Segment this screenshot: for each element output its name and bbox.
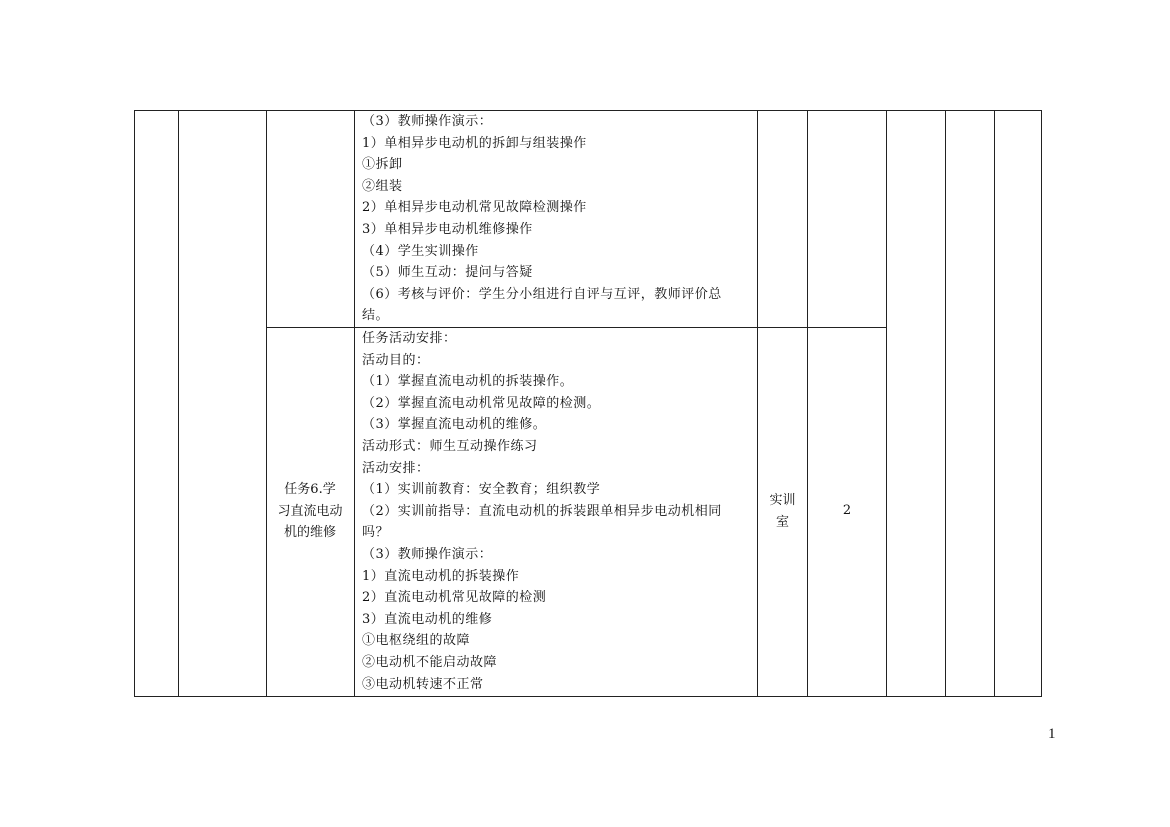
location-line: 室	[775, 514, 789, 530]
column-divider	[354, 110, 355, 697]
column-divider	[757, 110, 758, 697]
content-line: （3）教师操作演示：	[362, 114, 493, 129]
location-line: 实训	[769, 493, 796, 508]
table-right-border	[1041, 110, 1042, 697]
column-divider	[945, 110, 946, 697]
activity-content-cell-2	[362, 328, 757, 695]
task-name-line: 习直流电动	[277, 503, 343, 519]
content-line: （2）掌握直流电动机常见故障的检测。	[362, 395, 601, 411]
content-line: 2）直流电动机常见故障的检测	[362, 590, 547, 606]
content-line: 3）直流电动机的维修	[362, 611, 493, 627]
content-line: 2）单相异步电动机常见故障检测操作	[362, 200, 587, 216]
column-divider	[178, 110, 179, 697]
content-line: 1）单相异步电动机的拆卸与组装操作	[362, 135, 587, 151]
content-line: （4）学生实训操作	[362, 243, 479, 259]
content-line: ①拆卸	[362, 157, 403, 173]
table-left-border	[134, 110, 135, 697]
task-name-cell	[266, 479, 354, 544]
content-line: 活动形式：师生互动操作练习	[362, 438, 538, 454]
column-divider	[266, 110, 267, 697]
content-line: （3）掌握直流电动机的维修。	[362, 417, 547, 433]
content-line: （3）教师操作演示：	[362, 546, 493, 562]
column-divider	[807, 110, 808, 697]
task-name-line: 机的维修	[283, 525, 336, 540]
content-line: 1）直流电动机的拆装操作	[362, 568, 520, 584]
content-line: （1）实训前教育：安全教育；组织教学	[362, 482, 601, 498]
column-divider	[886, 110, 887, 697]
content-line: 吗？	[362, 525, 390, 541]
content-line: 任务活动安排：	[362, 331, 457, 346]
column-divider	[994, 110, 995, 697]
content-line: 活动目的：	[362, 352, 430, 368]
content-line: （5）师生互动：提问与答疑	[362, 265, 533, 281]
content-line: ①电枢绕组的故障	[362, 633, 471, 649]
content-line: （1）掌握直流电动机的拆装操作。	[362, 374, 574, 390]
content-line: ③电动机转速不正常	[362, 676, 484, 692]
content-line: 结。	[362, 308, 390, 324]
hours-cell: 2	[842, 503, 852, 518]
content-line: ②组装	[362, 178, 403, 194]
content-line: （6）考核与评价：学生分小组进行自评与互评，教师评价总	[362, 286, 722, 302]
table-bottom-border	[134, 696, 1042, 697]
page-number: 1	[1048, 726, 1056, 742]
task-name-line: 任务6.学	[284, 482, 336, 497]
content-line: 活动安排：	[362, 460, 430, 476]
activity-content-cell-1	[362, 111, 757, 327]
content-line: ②电动机不能启动故障	[362, 654, 498, 670]
content-line: 3）单相异步电动机维修操作	[362, 221, 533, 237]
content-line: （2）实训前指导：直流电动机的拆装跟单相异步电动机相同	[362, 503, 722, 519]
location-cell	[758, 490, 807, 533]
